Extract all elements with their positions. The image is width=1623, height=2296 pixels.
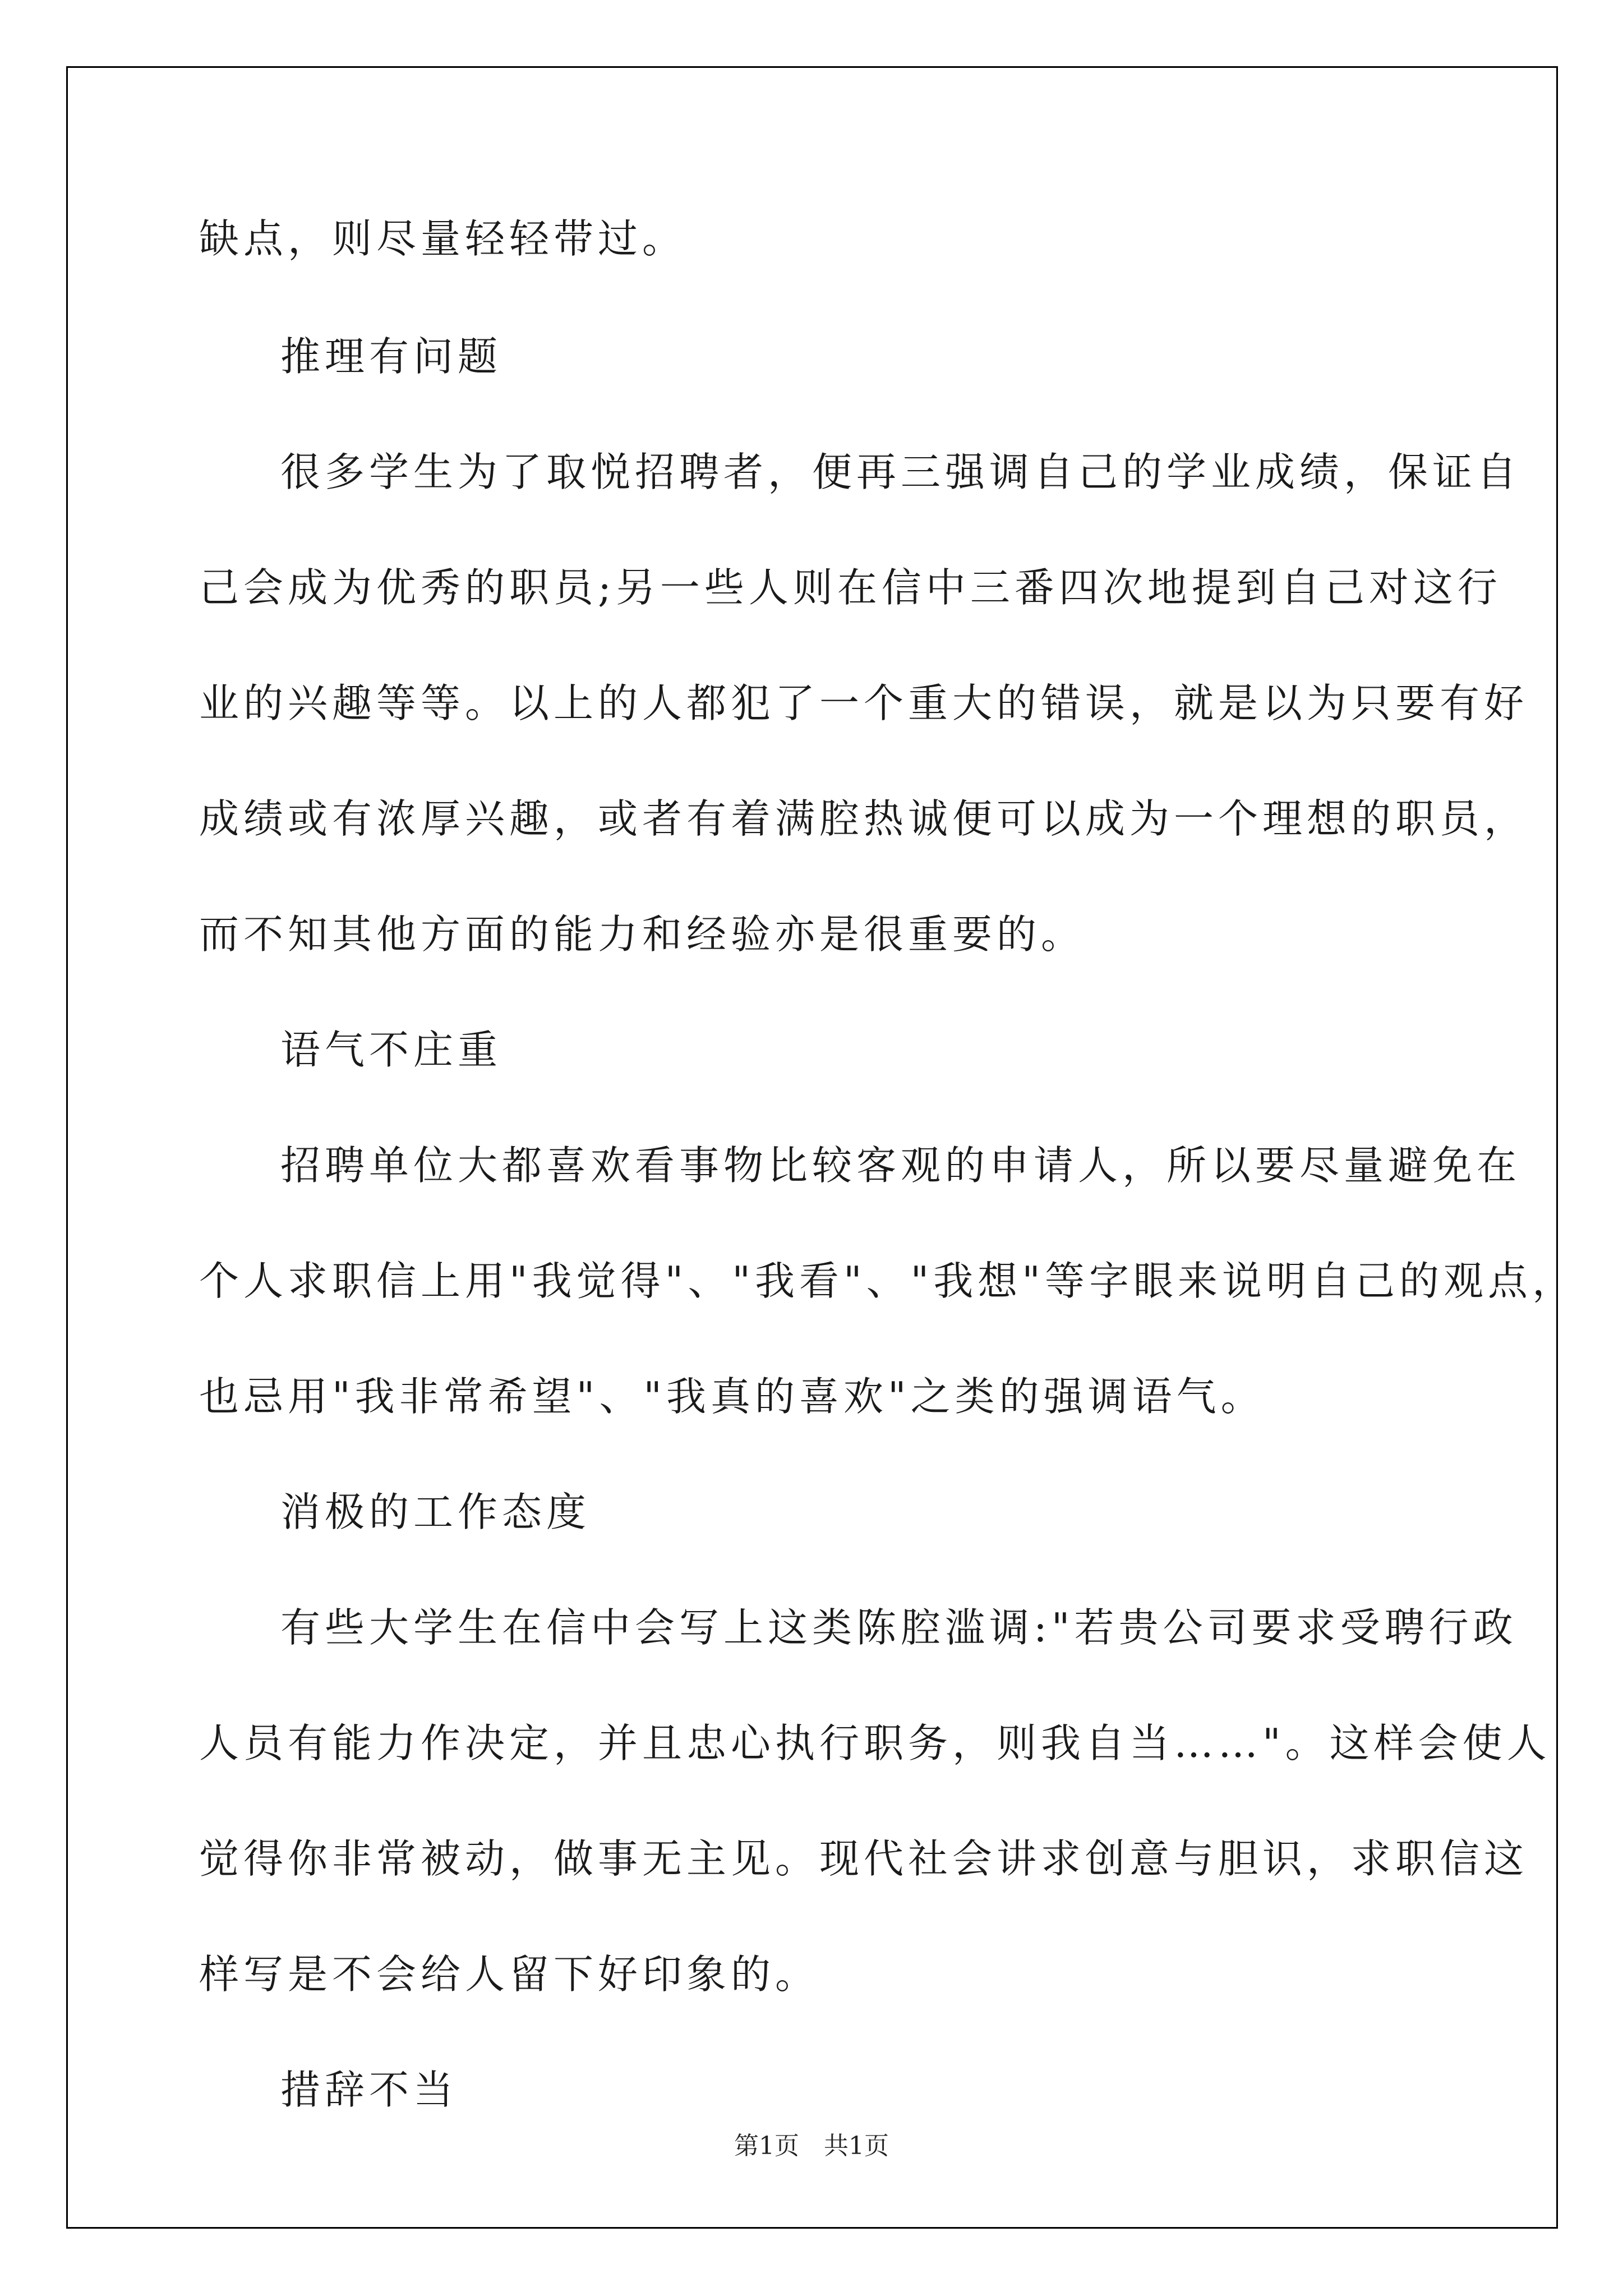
paragraph-line: 样写是不会给人留下好印象的。 <box>199 1951 820 1998</box>
paragraph-line: 觉得你非常被动，做事无主见。现代社会讲求创意与胆识，求职信这 <box>199 1835 1529 1882</box>
page-total: 共1页 <box>824 2132 889 2160</box>
paragraph-line: 业的兴趣等等。以上的人都犯了一个重大的错误，就是以为只要有好 <box>199 680 1529 726</box>
paragraph-line: 个人求职信上用"我觉得"、"我看"、"我想"等字眼来说明自己的观点， <box>199 1258 1576 1304</box>
paragraph-line: 缺点，则尽量轻轻带过。 <box>199 215 687 262</box>
paragraph-line: 而不知其他方面的能力和经验亦是很重要的。 <box>199 911 1086 958</box>
section-heading: 消极的工作态度 <box>280 1489 591 1535</box>
page-number: 第1页 <box>734 2132 799 2160</box>
paragraph-line: 也忌用"我非常希望"、"我真的喜欢"之类的强调语气。 <box>199 1373 1265 1420</box>
paragraph-line: 很多学生为了取悦招聘者，便再三强调自己的学业成绩，保证自 <box>280 449 1521 495</box>
paragraph-line: 人员有能力作决定，并且忠心执行职务，则我自当……"。这样会使人 <box>199 1720 1551 1766</box>
section-heading: 语气不庄重 <box>280 1027 502 1073</box>
page-footer <box>0 2134 1623 2159</box>
paragraph-line: 有些大学生在信中会写上这类陈腔滥调:"若贵公司要求受聘行政 <box>280 1604 1518 1651</box>
paragraph-line: 己会成为优秀的职员;另一些人则在信中三番四次地提到自己对这行 <box>199 564 1502 611</box>
paragraph-line: 成绩或有浓厚兴趣，或者有着满腔热诚便可以成为一个理想的职员， <box>199 795 1529 842</box>
section-heading: 措辞不当 <box>280 2067 458 2113</box>
section-heading: 推理有问题 <box>280 333 502 380</box>
paragraph-line: 招聘单位大都喜欢看事物比较客观的申请人，所以要尽量避免在 <box>280 1142 1521 1189</box>
